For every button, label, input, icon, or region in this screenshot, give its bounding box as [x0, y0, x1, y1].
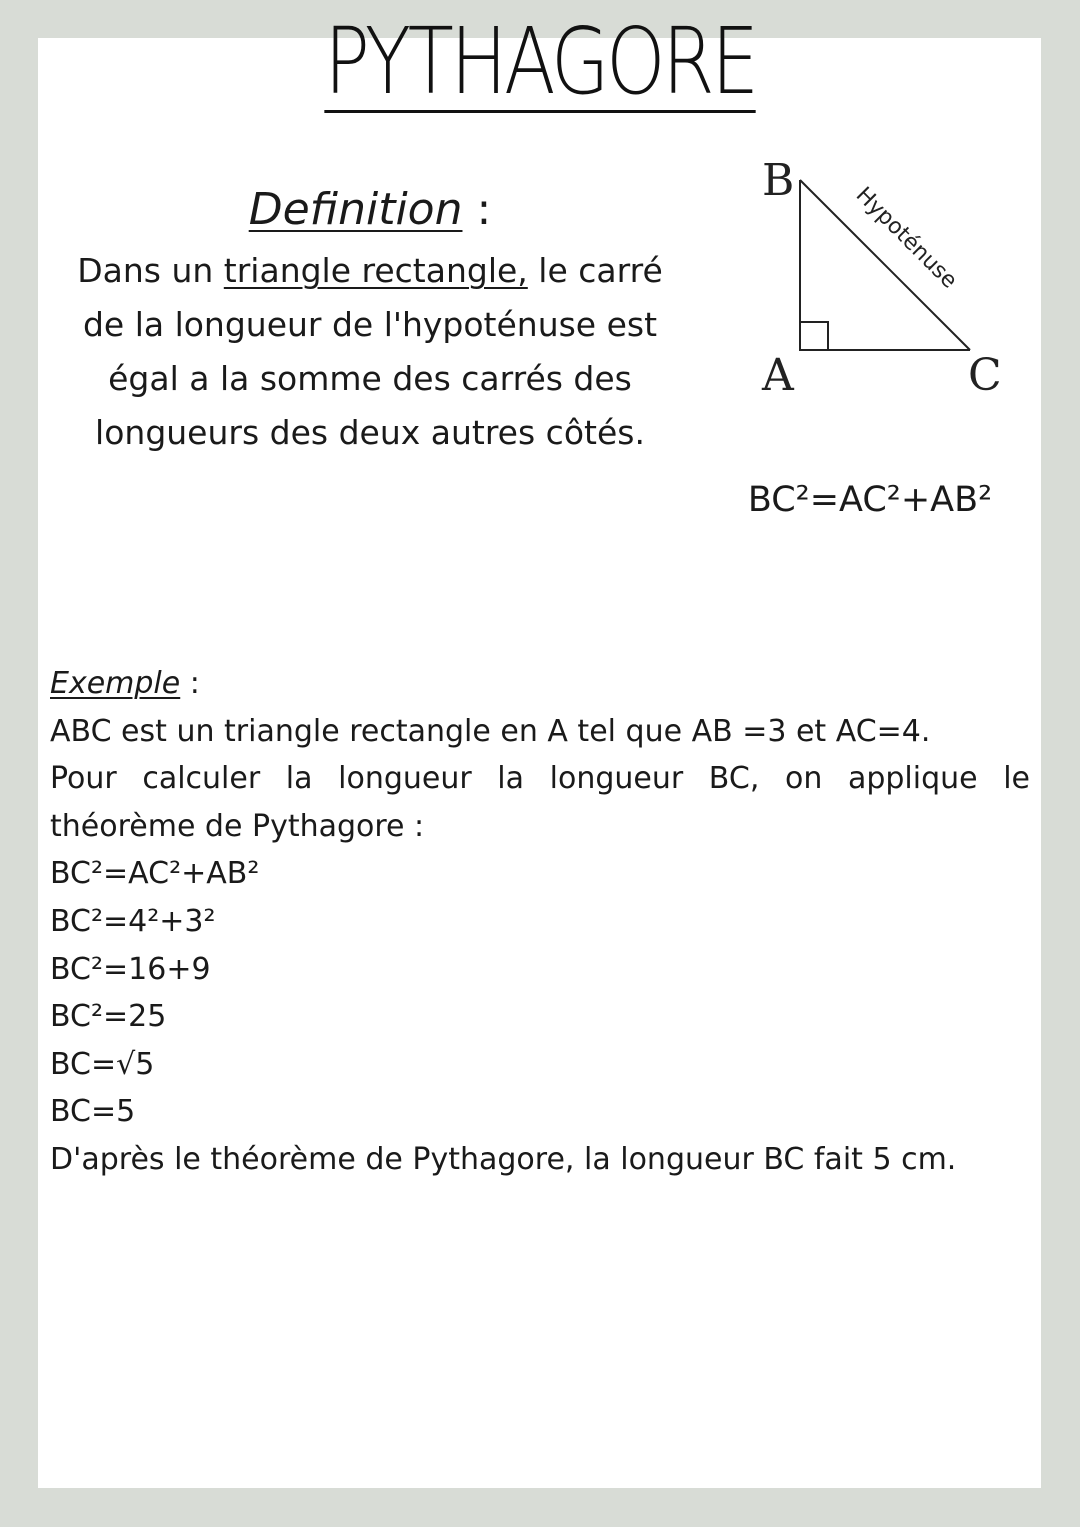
- example-step: BC²=4²+3²: [50, 903, 216, 939]
- example-conclusion: D'après le théorème de Pythagore, la longueur BC fait 5 cm.: [50, 1141, 957, 1177]
- vertex-a-label: A: [762, 350, 794, 400]
- definition-text: [40, 244, 700, 460]
- hypotenuse-label: Hypoténuse: [850, 182, 962, 294]
- definition-heading-suffix: :: [462, 184, 492, 235]
- definition-text-before: Dans un: [77, 251, 224, 290]
- example-step: BC=√5: [50, 1046, 155, 1082]
- right-angle-marker: [800, 322, 828, 350]
- vertex-c-label: C: [968, 350, 1002, 400]
- vertex-b-label: B: [762, 155, 795, 206]
- triangle-diagram: [740, 150, 1020, 400]
- pythagorean-formula: BC²=AC²+AB²: [747, 480, 993, 520]
- example-step: BC²=AC²+AB²: [50, 856, 260, 892]
- example-heading-label: Exemple: [50, 666, 181, 701]
- definition-line4: longueurs des deux autres côtés.: [95, 413, 645, 452]
- example-line1: ABC est un triangle rectangle en A tel que AB =3 et AC=4.: [50, 713, 931, 749]
- definition-text-underlined: triangle rectangle,: [223, 251, 528, 290]
- example-step: BC²=16+9: [50, 951, 211, 987]
- example-heading-suffix: :: [180, 666, 200, 701]
- example-step: BC=5: [50, 1094, 136, 1130]
- definition-heading: [40, 180, 700, 240]
- definition-line3: égal a la somme des carrés des: [108, 359, 632, 398]
- definition-heading-label: Definition: [248, 184, 463, 235]
- page-title-text: PYTHAGORE: [324, 8, 756, 115]
- definition-line2: de la longueur de l'hypoténuse est: [82, 305, 658, 344]
- example-line3: théorème de Pythagore :: [50, 808, 425, 844]
- example-step: BC²=25: [50, 999, 167, 1035]
- definition-line1-after: le carré: [527, 251, 663, 290]
- example-section: [50, 660, 1030, 1184]
- page-title: [0, 10, 1080, 114]
- example-heading: [50, 660, 1030, 708]
- example-line2: Pour calculer la longueur la longueur BC, on applique le: [50, 761, 1030, 797]
